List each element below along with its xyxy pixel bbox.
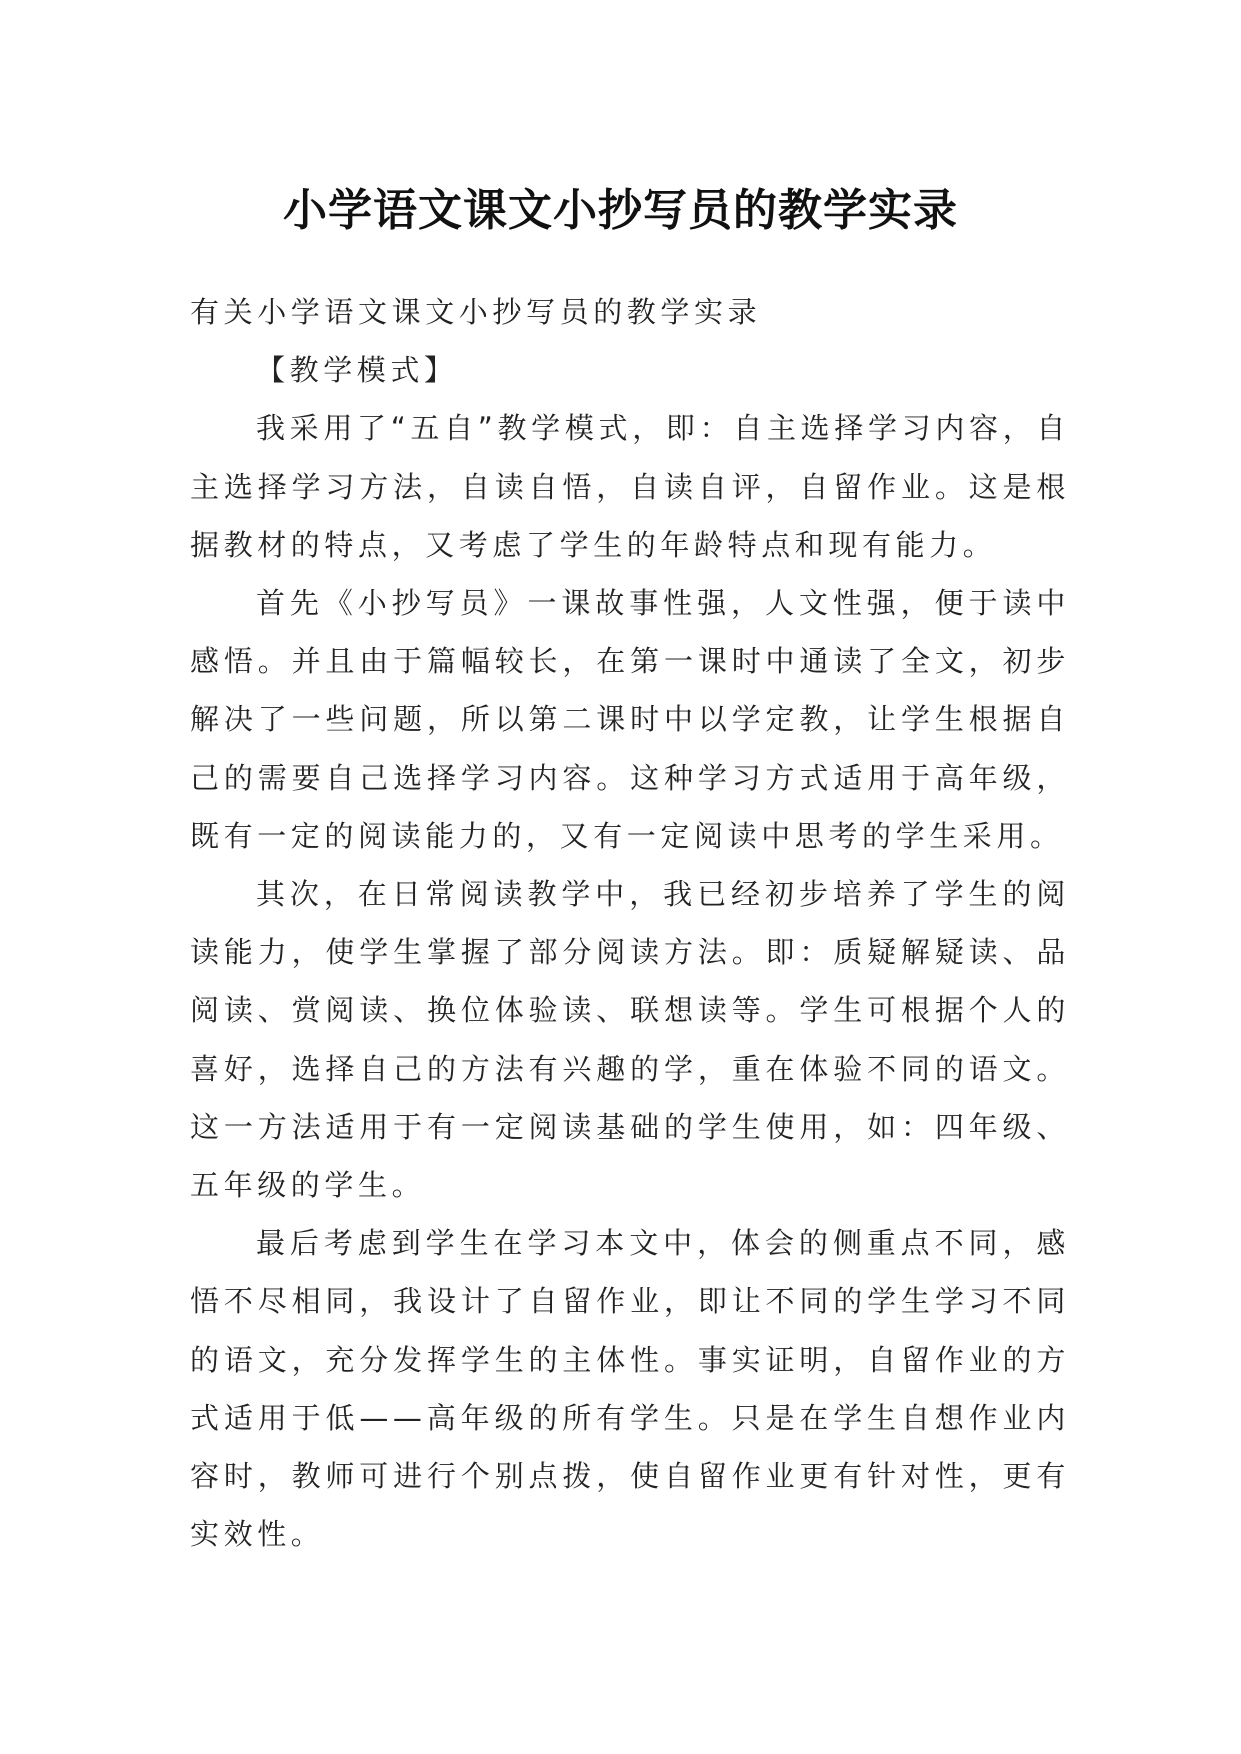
document-subtitle: 有关小学语文课文小抄写员的教学实录 [190,295,762,329]
section-heading: 【教学模式】 [256,353,458,388]
document-title: 小学语文课文小抄写员的教学实录 [283,185,958,237]
paragraph-1: 我采用了“五自”教学模式，即：自主选择学习内容，自主选择学习方法，自读自悟，自读自评，自留作业。这是根据教材的特点，又考虑了学生的年龄特点和现有能力。 [190,411,1070,562]
paragraph-3: 其次，在日常阅读教学中，我已经初步培养了学生的阅读能力，使学生掌握了部分阅读方法。即：质疑解疑读、品阅读、赏阅读、换位体验读、联想读等。学生可根据个人的喜好，选择自己的方法有兴趣的学，重在体验不同的语文。这一方法适用于有一定阅读基础的学生使用，如：四年级、五年级的学生。 [190,877,1070,1203]
paragraph-4: 最后考虑到学生在学习本文中，体会的侧重点不同，感悟不尽相同，我设计了自留作业，即让不同的学生学习不同的语文，充分发挥学生的主体性。事实证明，自留作业的方式适用于低——高年级的所有学生。只是在学生自想作业内容时，教师可进行个别点拨，使自留作业更有针对性，更有实效性。 [190,1226,1070,1552]
paragraph-2: 首先《小抄写员》一课故事性强，人文性强，便于读中感悟。并且由于篇幅较长，在第一课时中通读了全文，初步解决了一些问题，所以第二课时中以学定教，让学生根据自己的需要自己选择学习内容。这种学习方式适用于高年级，既有一定的阅读能力的，又有一定阅读中思考的学生采用。 [190,586,1070,853]
document-body [190,283,1070,1563]
